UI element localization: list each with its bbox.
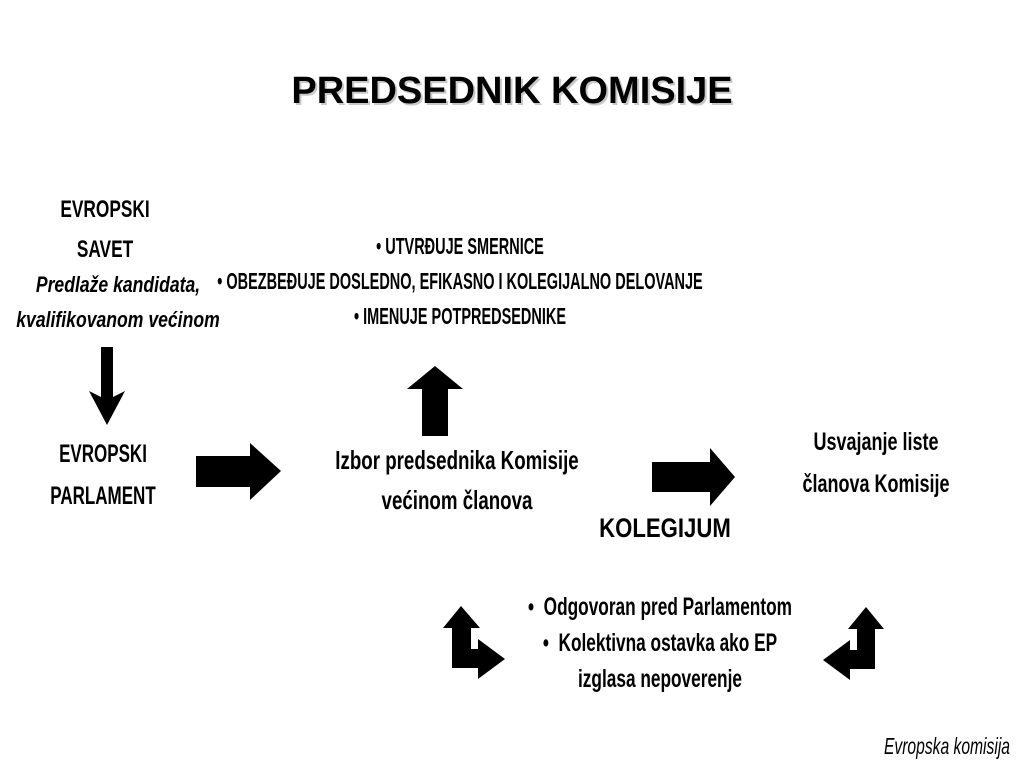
function-bullet-3: • IMENUJE POTPREDSEDNIKE: [354, 303, 566, 329]
usvajanje-line1: Usvajanje liste: [813, 428, 939, 456]
izbor-line1: Izbor predsednika Komisije: [335, 445, 579, 475]
right-block-arrow-2-icon: [652, 448, 735, 506]
down-arrow-icon: [89, 347, 125, 425]
up-block-arrow-icon: [407, 366, 463, 436]
function-bullet-1: • UTVRĐUJE SMERNICE: [376, 233, 544, 259]
usvajanje-line2: članova Komisije: [802, 470, 950, 498]
responsibility-bullet-2: • Kolektivna ostavka ako EP: [542, 629, 778, 657]
evropski-savet-line2: SAVET: [76, 236, 134, 263]
kolegijum-label: KOLEGIJUM: [599, 513, 731, 543]
evropski-parlament-line2: PARLAMENT: [50, 482, 156, 510]
responsibility-bullet-1: • Odgovoran pred Parlamentom: [528, 593, 792, 621]
responsibility-line-3: izglasa nepoverenje: [578, 665, 742, 693]
evropski-parlament-line1: EVROPSKI: [59, 440, 147, 468]
evropski-parlament-label: [0, 433, 239, 517]
function-bullet-2: • OBEZBEĐUJE DOSLEDNO, EFIKASNO I KOLEGIJALNO DELOVANJE: [217, 268, 703, 294]
savet-note-line2: kvalifikovanom većinom: [16, 307, 220, 332]
president-functions-list: [208, 229, 712, 334]
slide-title: PREDSEDNIK KOMISIJE: [291, 70, 733, 112]
bent-up-left-arrow-icon: [823, 607, 884, 680]
usvajanje-liste-label: [732, 421, 1020, 505]
izbor-predsednika-label: [313, 440, 601, 520]
slide-footer: Evropska komisija: [883, 733, 1010, 759]
izbor-line2: većinom članova: [381, 485, 533, 515]
evropski-savet-line1: EVROPSKI: [60, 196, 150, 223]
responsibility-list: [522, 589, 798, 697]
bent-up-right-arrow-icon: [443, 606, 505, 679]
savet-note-line1: Predlaže kandidata,: [35, 272, 201, 297]
